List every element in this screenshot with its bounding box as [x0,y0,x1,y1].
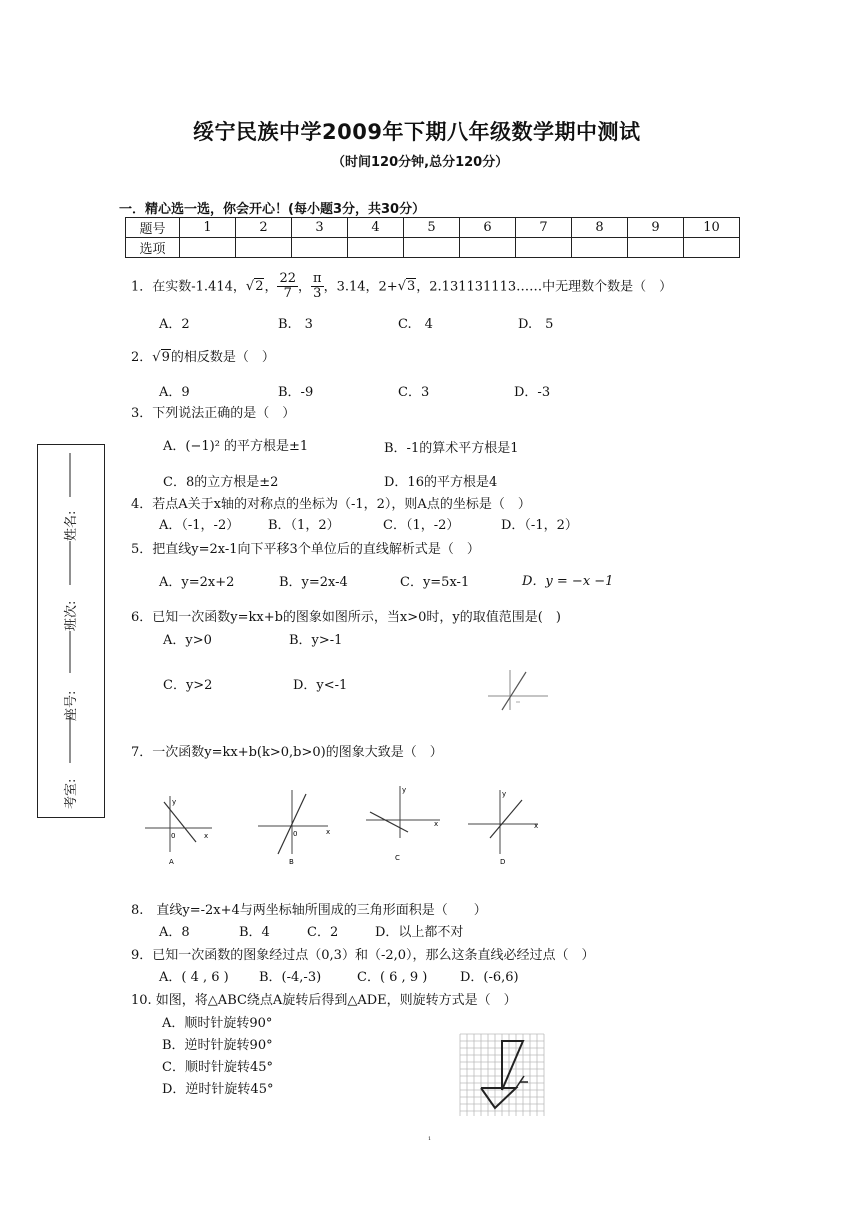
answer-cell[interactable] [404,238,460,258]
q2-option-b[interactable]: B．-9 [278,385,314,400]
answer-cell[interactable] [684,238,740,258]
q1-option-d[interactable]: D. 5 [518,317,554,332]
q2-option-a[interactable]: A．9 [159,385,190,400]
page-mark: 1 [428,1136,432,1142]
table-number-cell: 8 [572,218,628,238]
answer-cell[interactable] [572,238,628,258]
q10-rotation-figure [456,1030,552,1120]
q2-option-c[interactable]: C．3 [398,385,430,400]
q1-option-a[interactable]: A．2 [159,317,190,332]
table-number-cell: 3 [292,218,348,238]
question-8: 8. 直线y=-2x+4与两坐标轴所围成的三角形面积是（ ） [131,903,487,918]
fraction-pi-3: $\frac{\pi}{3}$ [313,271,322,302]
info-box-lines [38,445,104,817]
table-number-cell: 4 [348,218,404,238]
q6-graph [486,668,552,712]
answer-table-answer-row [126,238,740,258]
q5-option-d[interactable]: D．y = −x −1 [522,574,614,589]
sqrt-2: √2 [245,279,264,295]
q1-suffix: ，2.131131113……中无理数个数是（ ） [416,279,673,295]
answer-cell[interactable] [180,238,236,258]
q4-option-c[interactable]: C．（1，-2） [383,518,460,533]
q1-option-b[interactable]: B. 3 [278,317,313,332]
q6-option-a[interactable]: A．y>0 [163,633,212,648]
q4-option-d[interactable]: D．（-1，2） [501,518,578,533]
q8-option-c[interactable]: C．2 [307,925,339,940]
q3-option-b[interactable]: B．-1的算术平方根是1 [384,441,519,456]
q9-option-a[interactable]: A．( 4 , 6 ) [159,970,229,985]
table-header-cell: 题号 [126,218,180,238]
svg-text:y: y [172,798,177,806]
table-number-cell: 7 [516,218,572,238]
graph-label-d: D [500,858,506,866]
question-3: 3．下列说法正确的是（ ） [131,406,296,421]
sqrt-9: √9 [152,350,170,365]
question-10: 10. 如图，将△ABC绕点A旋转后得到△ADE，则旋转方式是（ ） [131,993,517,1008]
q8-option-b[interactable]: B．4 [239,925,270,940]
q3-option-d[interactable]: D．16的平方根是4 [384,475,498,490]
sqrt-3: √3 [397,279,416,295]
question-1: 1．在实数-1.414，√2， $\frac{22}{7}$ ， $\frac{\pi}{3}$ ，3.14，2+√3，2.131131113……中无理数个数是（ ） [131,271,673,302]
table-number-cell: 6 [460,218,516,238]
q2-suffix: 的相反数是（ ） [170,350,275,365]
graph-label-a: A [169,858,174,866]
q10-option-b[interactable]: B．逆时针旋转90° [162,1038,273,1053]
fraction-22-7: $\frac{22}{7}$ [279,271,297,302]
answer-table [125,217,740,258]
question-9: 9．已知一次函数的图象经过点（0,3）和（-2,0），那么这条直线必经过点（ ） [131,948,595,963]
answer-cell[interactable] [628,238,684,258]
answer-table-header-row [126,218,740,238]
answer-cell[interactable] [516,238,572,258]
zuohao-label: 座号: [64,690,79,721]
q7-graph-d [466,786,546,870]
graph-label-c: C [395,854,400,862]
page-subtitle: （时间120分钟,总分120分） [332,155,509,170]
question-6: 6．已知一次函数y=kx+b的图象如图所示，当x>0时，y的取值范围是( ) [131,610,561,625]
q2-option-d[interactable]: D．-3 [514,385,551,400]
svg-text:y: y [402,786,407,794]
table-number-cell: 10 [684,218,740,238]
q10-option-c[interactable]: C．顺时针旋转45° [162,1060,273,1075]
table-header-cell: 选项 [126,238,180,258]
q8-option-d[interactable]: D．以上都不对 [375,925,464,940]
graph-label-b: B [289,858,294,866]
section-heading: 一．精心选一选，你会开心！(每小题3分，共30分） [119,202,426,217]
svg-text:0: 0 [171,832,176,840]
q3-option-a[interactable]: A．(−1)² 的平方根是±1 [163,439,309,454]
q9-option-d[interactable]: D．(-6,6) [460,970,519,985]
banci-label: 班次: [64,600,79,631]
q3-option-c[interactable]: C．8的立方根是±2 [163,475,279,490]
svg-text:0: 0 [293,830,298,838]
answer-cell[interactable] [292,238,348,258]
q1-prefix: 1．在实数-1.414， [131,279,246,295]
table-number-cell: 5 [404,218,460,238]
q10-option-d[interactable]: D．逆时针旋转45° [162,1082,274,1097]
q5-option-c[interactable]: C．y=5x-1 [400,575,470,590]
question-5: 5．把直线y=2x-1向下平移3个单位后的直线解析式是（ ） [131,542,480,557]
kaoshi-label: 考室: [64,778,79,809]
q9-option-b[interactable]: B．(-4,-3) [259,970,322,985]
student-info-box [37,444,105,818]
q7-graph-b [256,784,336,868]
q10-option-a[interactable]: A．顺时针旋转90° [162,1016,273,1031]
q6-option-d[interactable]: D．y<-1 [293,678,348,693]
q5-option-b[interactable]: B．y=2x-4 [279,575,348,590]
answer-cell[interactable] [460,238,516,258]
answer-cell[interactable] [236,238,292,258]
table-number-cell: 9 [628,218,684,238]
question-4: 4．若点A关于x轴的对称点的坐标为（-1，2），则A点的坐标是（ ） [131,497,531,512]
svg-text:x: x [434,820,439,828]
q7-graph-c [364,782,444,866]
q6-option-b[interactable]: B．y>-1 [289,633,343,648]
q4-option-b[interactable]: B．（1，2） [268,518,340,533]
q9-option-c[interactable]: C．( 6 , 9 ) [357,970,428,985]
table-number-cell: 2 [236,218,292,238]
q8-option-a[interactable]: A．8 [159,925,190,940]
q4-option-a[interactable]: A．（-1，-2） [159,518,240,533]
answer-cell[interactable] [348,238,404,258]
question-2 [131,346,275,365]
q1-mid: ，3.14，2+ [323,279,398,295]
q5-option-a[interactable]: A．y=2x+2 [159,575,235,590]
question-7: 7．一次函数y=kx+b(k>0,b>0)的图象大致是（ ） [131,745,443,760]
svg-text:x: x [326,828,331,836]
xingming-label: 姓名: [64,510,79,541]
table-number-cell: 1 [180,218,236,238]
q2-prefix: 2． [131,350,153,365]
page-title: 绥宁民族中学2009年下期八年级数学期中测试 [193,120,641,144]
svg-text:x: x [204,832,209,840]
svg-text:y: y [502,790,507,798]
q7-graph-a [140,794,220,868]
q1-option-c[interactable]: C. 4 [398,317,433,332]
svg-text:x: x [534,822,539,830]
q6-option-c[interactable]: C．y>2 [163,678,213,693]
